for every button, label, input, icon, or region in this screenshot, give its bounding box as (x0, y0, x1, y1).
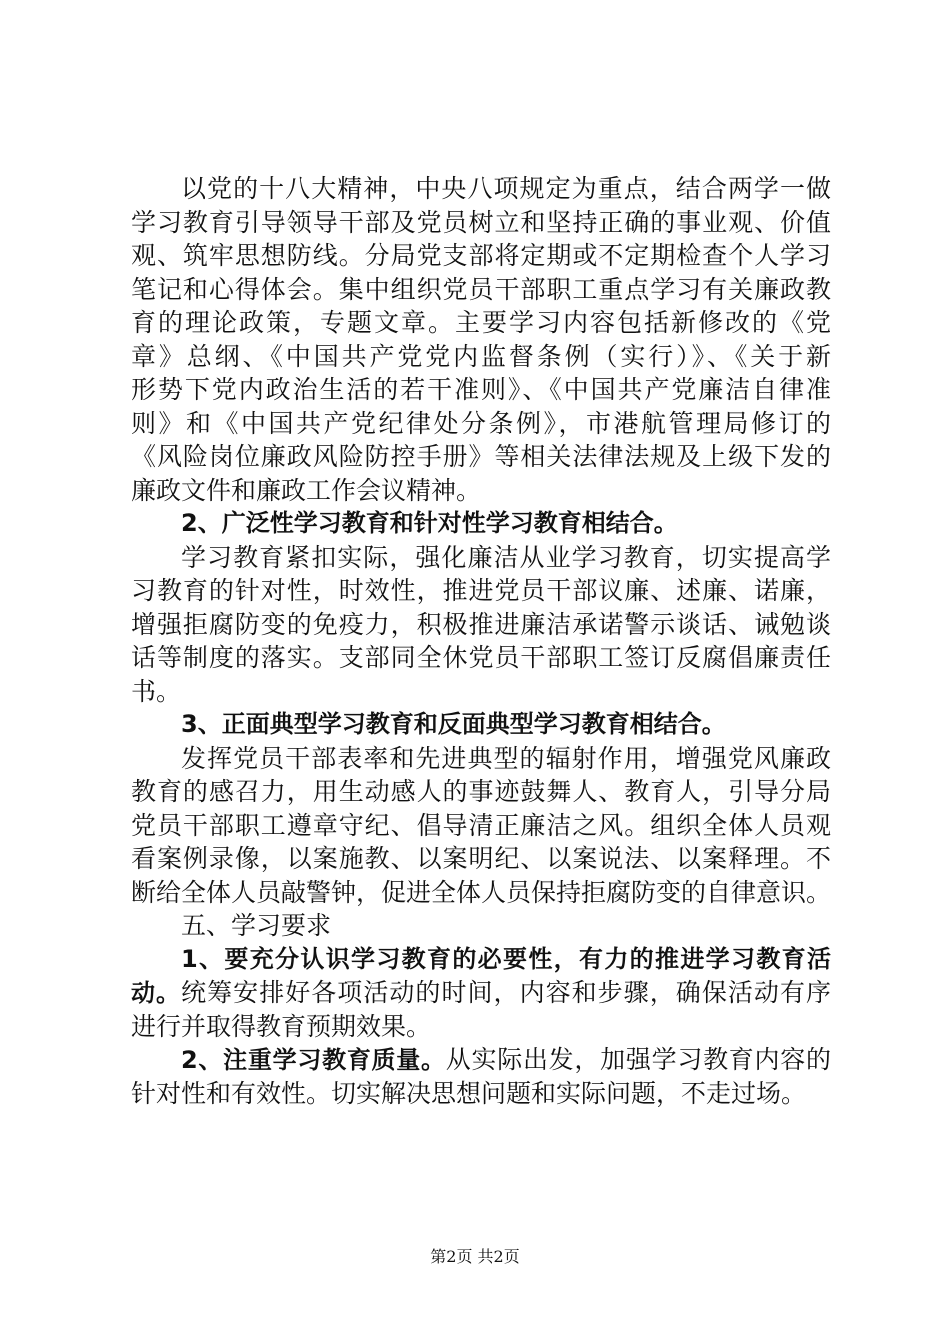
text-line: 观、筑牢思想防线。分局党支部将定期或不定期检查个人学习 (131, 241, 831, 270)
text-line: 习教育的针对性，时效性，推进党员干部议廉、述廉、诺廉， (131, 576, 831, 605)
document-body (131, 172, 831, 1110)
text-line: 廉政文件和廉政工作会议精神。 (131, 475, 482, 505)
text-line: 看案例录像，以案施教、以案明纪、以案说法、以案释理。不 (131, 844, 831, 873)
text-line: 发挥党员干部表率和先进典型的辐射作用，增强党风廉政 (181, 743, 831, 773)
bold-text: 2、注重学习教育质量。 (181, 1046, 446, 1074)
section-heading: 3、正面典型学习教育和反面典型学习教育相结合。 (181, 710, 726, 738)
text-line: 育的理论政策，专题文章。主要学习内容包括新修改的《党 (131, 308, 831, 337)
text-line: 教育的感召力，用生动感人的事迹鼓舞人、教育人，引导分局 (131, 777, 831, 806)
bold-text: 动。 (131, 979, 182, 1007)
text-line: 则》和《中国共产党纪律处分条例》，市港航管理局修订的 (131, 408, 831, 438)
text-line (131, 976, 831, 1010)
text-line: 章》总纲、《中国共产党党内监督条例（实行）》、《关于新 (131, 341, 831, 371)
text-line: 进行并取得教育预期效果。 (131, 1011, 432, 1041)
section-heading: 1、要充分认识学习教育的必要性，有力的推进学习教育活 (181, 944, 831, 973)
text-line: 以党的十八大精神，中央八项规定为重点，结合两学一做 (181, 174, 831, 203)
text-line: 针对性和有效性。切实解决思想问题和实际问题，不走过场。 (131, 1078, 807, 1108)
section-heading: 五、学习要求 (181, 911, 332, 940)
text-line: 《风险岗位廉政风险防控手册》等相关法律法规及上级下发的 (131, 442, 831, 471)
text-line: 形势下党内政治生活的若干准则》、《中国共产党廉洁自律准 (131, 375, 831, 404)
text-line: 党员干部职工遵章守纪、倡导清正廉洁之风。组织全体人员观 (131, 810, 831, 840)
text-line: 增强拒腐防变的免疫力，积极推进廉洁承诺警示谈话、诫勉谈 (131, 609, 831, 639)
text-line: 话等制度的落实。支部同全休党员干部职工签订反腐倡廉责任 (131, 643, 831, 672)
text-line: 学习教育紧扣实际，强化廉洁从业学习教育，切实提高学 (181, 542, 831, 572)
text-line: 学习教育引导领导干部及党员树立和坚持正确的事业观、价值 (131, 207, 831, 237)
text-run: 统筹安排好各项活动的时间，内容和步骤，确保活动有序 (181, 978, 831, 1007)
text-run: 从实际出发，加强学习教育内容的 (445, 1045, 831, 1074)
text-line (131, 1043, 831, 1077)
section-heading: 2、广泛性学习教育和针对性学习教育相结合。 (181, 509, 678, 537)
page-number: 第2页 共2页 (430, 1247, 520, 1266)
text-line: 书。 (131, 676, 182, 706)
text-line: 断给全体人员敲警钟，促进全体人员保持拒腐防变的自律意识。 (131, 877, 832, 907)
text-line: 笔记和心得体会。集中组织党员干部职工重点学习有关廉政教 (131, 274, 831, 304)
